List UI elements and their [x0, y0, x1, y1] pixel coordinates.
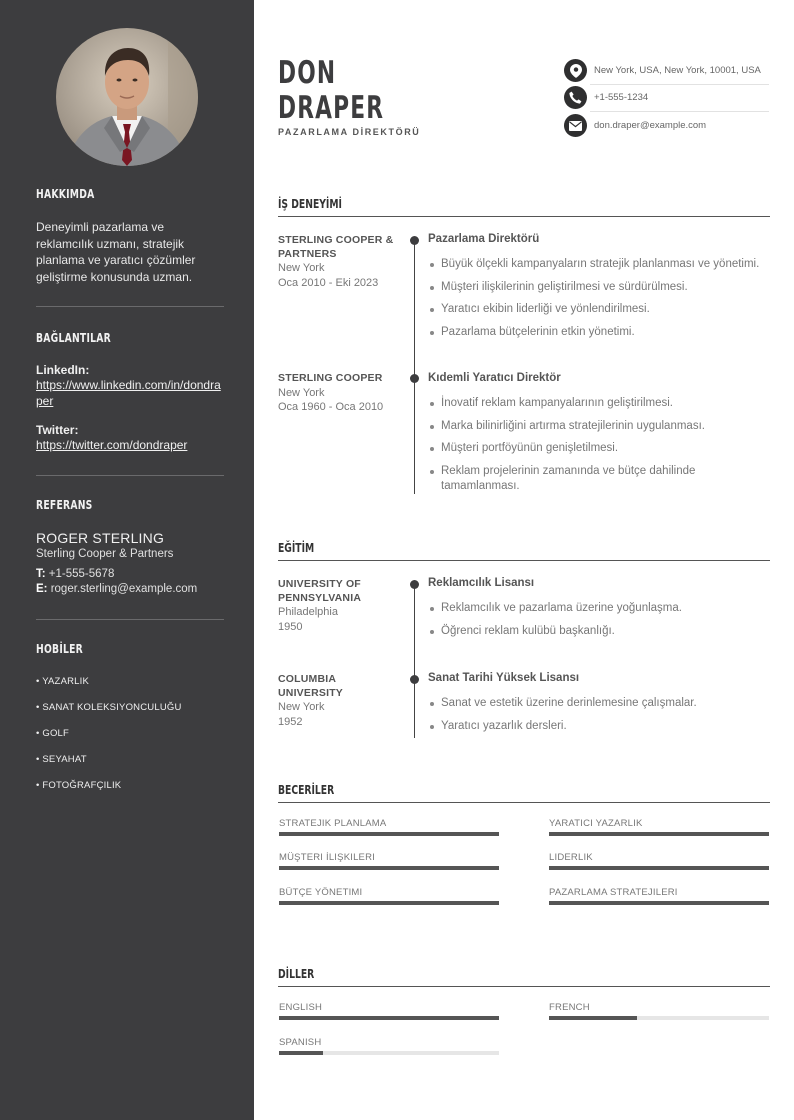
timeline-dot [410, 374, 419, 383]
experience-company: STERLING COOPER & PARTNERS [278, 234, 394, 260]
skill-bar-track [279, 866, 499, 870]
reference-email: roger.sterling@example.com [50, 583, 198, 595]
list-item: Müşteri ilişkilerinin geliştirilmesi ve sürdürülmesi. [428, 280, 770, 296]
language-bar-fill [279, 1016, 499, 1020]
skill-item [549, 887, 769, 905]
links-section [36, 330, 224, 345]
list-item: İnovatif reklam kampanyalarının geliştirilmesi. [428, 396, 770, 412]
about-title: HAKKIMDA [36, 186, 95, 201]
contact-phone [564, 84, 769, 111]
section-rule [278, 560, 770, 561]
linkedin-label: LinkedIn: [36, 363, 90, 377]
timeline-dot [410, 236, 419, 245]
skills-title [278, 782, 770, 797]
twitter-link[interactable]: https://twitter.com/dondraper [36, 438, 188, 452]
education-city: Philadelphia [278, 606, 338, 618]
contact-location-text: New York, USA, New York, 10001, USA [594, 65, 761, 76]
experience-city: New York [278, 386, 325, 399]
envelope-icon [564, 114, 587, 137]
education-city: New York [278, 701, 325, 713]
skill-bar-fill [549, 901, 769, 905]
language-item [279, 1037, 499, 1055]
twitter-label: Twitter: [36, 423, 79, 437]
skill-bar-track [279, 832, 499, 836]
languages-title [278, 966, 770, 981]
skill-bar-fill [279, 866, 499, 870]
section-rule [278, 802, 770, 803]
education-degree: Reklamcılık Lisansı [428, 577, 535, 589]
experience-dates: Oca 1960 - Oca 2010 [278, 401, 384, 413]
list-item: Büyük ölçekli kampanyaların stratejik planlanması ve yönetimi. [428, 257, 770, 273]
skill-bar-fill [549, 866, 769, 870]
skill-bar-track [549, 832, 769, 836]
skill-bar-track [549, 866, 769, 870]
reference-title: REFERANS [36, 497, 93, 512]
list-item: Yaratıcı yazarlık dersleri. [428, 719, 770, 735]
linkedin-link[interactable]: https://www.linkedin.com/in/dondraper [36, 378, 221, 408]
contact-email-text: don.draper@example.com [594, 120, 707, 131]
skill-name: LIDERLIK [549, 852, 593, 863]
language-name: ENGLISH [279, 1002, 323, 1013]
sidebar-divider [36, 306, 224, 307]
job-title: PAZARLAMA DİREKTÖRÜ [278, 127, 421, 137]
sidebar [0, 0, 254, 1120]
education-title-text: EĞİTİM [278, 540, 315, 555]
phone-icon [564, 86, 587, 109]
language-item [279, 1002, 499, 1020]
location-pin-icon [564, 59, 587, 82]
experience-item-2-meta [278, 372, 398, 415]
sidebar-divider [36, 619, 224, 620]
language-bar-track [549, 1016, 769, 1020]
linkedin-block [36, 363, 224, 409]
skill-bar-fill [279, 901, 499, 905]
reference-block [36, 530, 224, 598]
sidebar-divider [36, 475, 224, 476]
skill-bar-fill [279, 832, 499, 836]
experience-item-1-meta [278, 234, 398, 290]
twitter-block [36, 423, 224, 453]
hobbies-title: HOBİLER [36, 641, 84, 656]
education-bullets [428, 696, 770, 741]
language-bar-fill [549, 1016, 637, 1020]
education-title [278, 540, 770, 555]
list-item: Reklamcılık ve pazarlama üzerine yoğunlaşma. [428, 601, 770, 617]
skill-item [279, 887, 499, 905]
about-section [36, 186, 224, 201]
reference-phone: +1-555-5678 [48, 567, 115, 580]
profile-photo [56, 28, 198, 166]
education-degree: Sanat Tarihi Yüksek Lisansı [428, 672, 580, 684]
education-bullets [428, 601, 770, 646]
skill-name: PAZARLAMA STRATEJILERI [549, 887, 678, 898]
experience-company: STERLING COOPER [278, 372, 383, 384]
education-school: UNIVERSITY OF PENNSYLVANIA [278, 578, 362, 604]
hobby-item: • FOTOĞRAFÇILIK [36, 780, 122, 791]
skill-bar-track [549, 901, 769, 905]
first-name: DON [278, 55, 337, 91]
language-bar-track [279, 1016, 499, 1020]
section-rule [278, 986, 770, 987]
experience-bullets [428, 396, 770, 502]
list-item: Sanat ve estetik üzerine derinlemesine çalışmalar. [428, 696, 770, 712]
reference-name: ROGER STERLING [36, 530, 165, 546]
experience-role: Kıdemli Yaratıcı Direktör [428, 372, 561, 384]
skill-item [549, 818, 769, 836]
education-item-1-meta [278, 578, 398, 634]
education-school: COLUMBIA UNIVERSITY [278, 673, 344, 699]
about-text: Deneyimli pazarlama ve reklamcılık uzmanı, stratejik planlama ve yaratıcı çözümler geliştirme konusunda uzman. [36, 220, 196, 284]
languages-title-text: DİLLER [278, 966, 315, 981]
skill-bar-fill [549, 832, 769, 836]
hobby-item: • SANAT KOLEKSIYONCULUĞU [36, 702, 182, 713]
reference-email-line [36, 582, 224, 598]
skill-name: MÜŞTERI İLIŞKILERI [279, 852, 375, 863]
timeline-dot [410, 675, 419, 684]
reference-phone-line [36, 567, 224, 583]
list-item: Yaratıcı ekibin liderliği ve yönlendirilmesi. [428, 302, 770, 318]
contact-email [564, 112, 769, 139]
education-item-2-meta [278, 673, 398, 729]
experience-city: New York [278, 262, 325, 274]
links-title: BAĞLANTILAR [36, 330, 112, 345]
skill-item [549, 852, 769, 870]
skills-title-text: BECERİLER [278, 782, 335, 797]
experience-title-text: İŞ DENEYİMİ [278, 196, 342, 211]
last-name: DRAPER [278, 90, 385, 126]
list-item: Pazarlama bütçelerinin etkin yönetimi. [428, 325, 770, 341]
hobby-item: • GOLF [36, 728, 70, 739]
reference-company: Sterling Cooper & Partners [36, 548, 174, 560]
skill-name: STRATEJIK PLANLAMA [279, 818, 387, 829]
language-name: SPANISH [279, 1037, 322, 1048]
list-item: Marka bilinirliğini artırma stratejilerinin uygulanması. [428, 419, 770, 435]
reference-section [36, 497, 224, 512]
education-timeline [414, 584, 415, 738]
contact-location [564, 57, 769, 84]
experience-timeline [414, 240, 415, 494]
skill-name: BÜTÇE YÖNETIMI [279, 887, 363, 898]
hobby-item: • SEYAHAT [36, 754, 87, 765]
education-year: 1950 [278, 620, 303, 633]
list-item: Reklam projelerinin zamanında ve bütçe dahilinde tamamlanması. [428, 464, 770, 495]
reference-phone-label: T: [36, 567, 46, 580]
skill-name: YARATICI YAZARLIK [549, 818, 643, 829]
hobbies-section [36, 641, 224, 656]
timeline-dot [410, 580, 419, 589]
experience-role: Pazarlama Direktörü [428, 233, 540, 245]
experience-bullets [428, 257, 770, 347]
language-bar-track [279, 1051, 499, 1055]
skill-item [279, 818, 499, 836]
skill-bar-track [279, 901, 499, 905]
language-item [549, 1002, 769, 1020]
experience-dates: Oca 2010 - Eki 2023 [278, 276, 379, 289]
experience-title [278, 196, 770, 211]
skill-item [279, 852, 499, 870]
hobby-item: • YAZARLIK [36, 676, 90, 687]
language-bar-fill [279, 1051, 323, 1055]
section-rule [278, 216, 770, 217]
list-item: Öğrenci reklam kulübü başkanlığı. [428, 624, 770, 640]
language-name: FRENCH [549, 1002, 590, 1013]
contact-phone-text: +1-555-1234 [594, 92, 649, 103]
education-year: 1952 [278, 715, 303, 728]
reference-email-label: E: [36, 583, 48, 595]
about-text-wrap [36, 219, 224, 285]
list-item: Müşteri portföyünün genişletilmesi. [428, 441, 770, 457]
